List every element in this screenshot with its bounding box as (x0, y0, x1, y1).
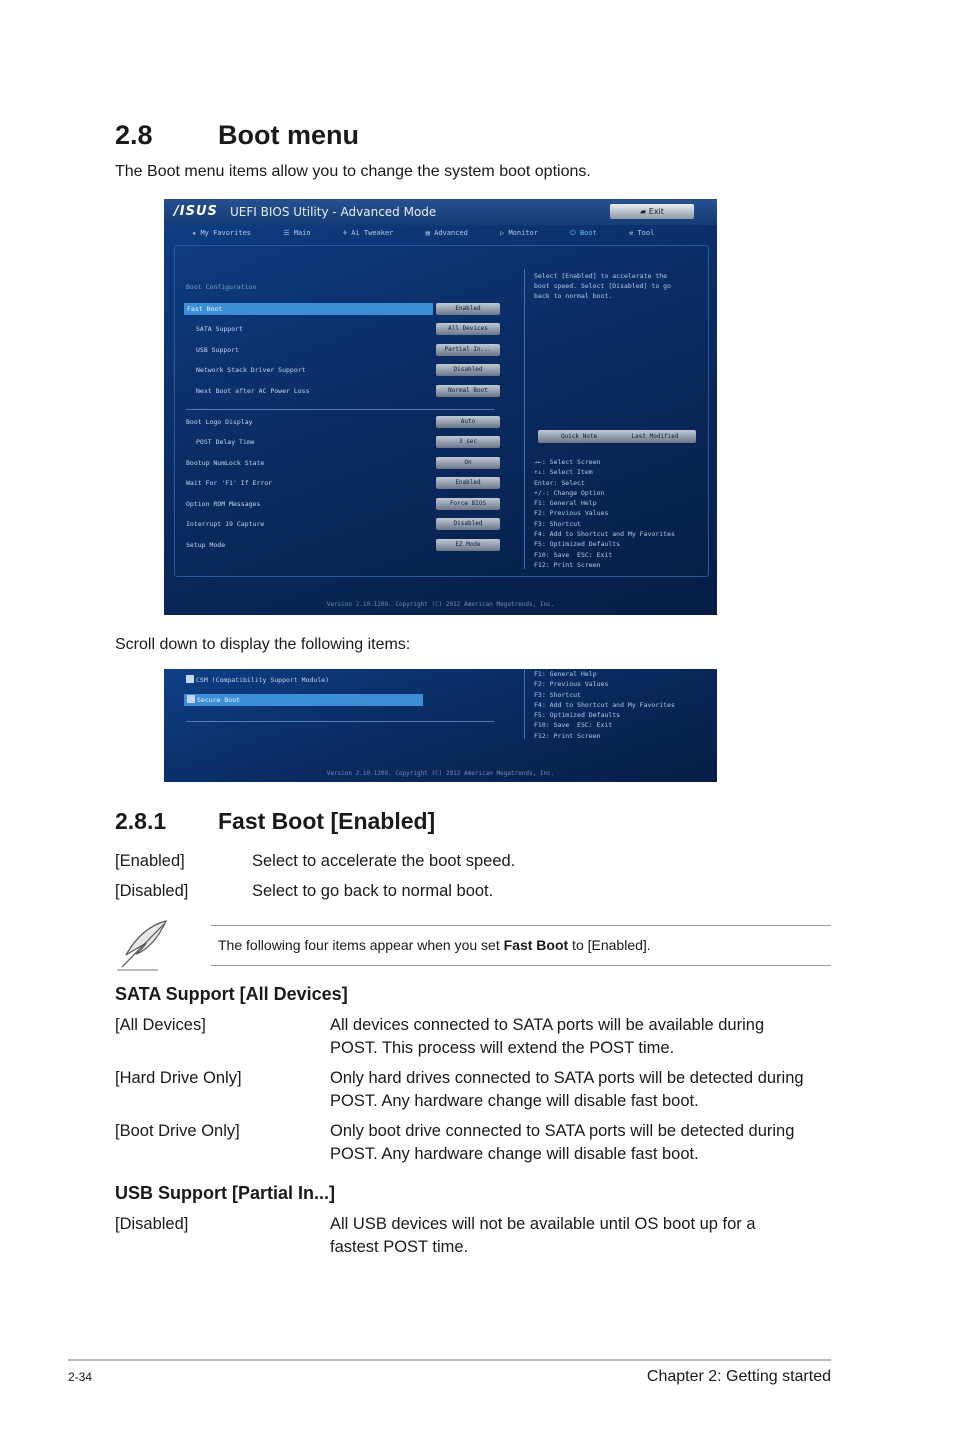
tab-boot[interactable]: ⏻ Boot (570, 229, 597, 237)
bios-item[interactable]: Wait For 'F1' If Error (186, 479, 273, 487)
bios-item[interactable]: POST Delay Time (196, 438, 255, 446)
option-desc (330, 1120, 794, 1166)
note-bottom-rule (211, 965, 831, 966)
bios-item[interactable]: USB Support (196, 346, 240, 354)
section-title: Boot menu (218, 120, 359, 150)
tab-advanced[interactable]: ▤ Advanced (425, 229, 468, 237)
option-key: [Disabled] (115, 882, 189, 900)
tab-tool[interactable]: ⚒ Tool (629, 229, 655, 237)
note-bold: Fast Boot (503, 937, 569, 953)
bios-item-value[interactable]: Enabled (436, 477, 500, 489)
option-desc: Select to accelerate the boot speed. (252, 852, 516, 870)
tab-label: My Favorites (200, 229, 252, 237)
asus-logo: /ISUS (174, 204, 218, 219)
bios-version-footer: Version 2.10.1208. Copyright (C) 2012 American Megatrends, Inc. (326, 770, 555, 777)
bios-separator (186, 409, 494, 410)
option-desc-line: All USB devices will not be available until OS boot up for a (330, 1215, 756, 1233)
feather-pen-icon (114, 917, 172, 973)
tab-label: Monitor (508, 229, 538, 237)
bios-item[interactable]: Bootup NumLock State (186, 459, 265, 467)
section-number: 2.8 (115, 120, 153, 150)
bios-key-legend: →←: Select Screen ↑↓: Select Item Enter: Select +/-: Change Option F1: General Help F2: Previous Values F3: Shortcut F4: Add to Shortcut and My Favorites F5: Optimized Defaults F10: Save ESC: Exit F12: Print Screen (534, 458, 675, 569)
option-desc-line: Only boot drive connected to SATA ports will be detected during (330, 1122, 795, 1140)
bios-item[interactable]: Option ROM Messages (186, 500, 261, 508)
bios-item-value[interactable]: On (436, 457, 500, 469)
bios-item-value[interactable]: Disabled (436, 518, 500, 530)
option-desc (330, 1213, 756, 1259)
option-desc-line: POST. Any hardware change will disable fast boot. (330, 1145, 699, 1163)
page-number: 2-34 (68, 1370, 93, 1384)
bios-version-footer: Version 2.10.1208. Copyright (C) 2012 American Megatrends, Inc. (326, 601, 555, 608)
note-top-rule (211, 925, 831, 926)
bios-titlebar (164, 199, 717, 225)
bios-item-value[interactable]: Partial In... (436, 344, 500, 356)
section-heading (115, 120, 359, 151)
bios-group-label: Boot Configuration (186, 283, 257, 291)
bios-app-title: UEFI BIOS Utility - Advanced Mode (230, 205, 437, 219)
bios-separator (186, 721, 494, 722)
bios-exit-label: Exit (648, 207, 664, 216)
tab-label: Main (293, 229, 311, 237)
usb-heading: USB Support [Partial In...] (115, 1183, 336, 1203)
submenu-icon (186, 675, 194, 683)
tab-my-favorites[interactable]: ★ My Favorites (192, 229, 252, 237)
section-intro: The Boot menu items allow you to change the system boot options. (115, 163, 591, 180)
subsection-number: 2.8.1 (115, 808, 167, 834)
sata-heading: SATA Support [All Devices] (115, 984, 348, 1004)
note-text-part: The following four items appear when you set (218, 937, 504, 953)
option-desc-line: Only hard drives connected to SATA ports will be detected during (330, 1069, 804, 1087)
tab-label: Boot (579, 229, 597, 237)
option-key: [Hard Drive Only] (115, 1069, 242, 1087)
bios-item-value[interactable]: EZ Mode (436, 539, 500, 551)
bios-screenshot-scrolled (164, 669, 717, 782)
bios-help-text: Select [Enabled] to accelerate the boot speed. Select [Disabled] to go back to normal boot. (534, 272, 671, 300)
footer-rule (68, 1359, 831, 1361)
option-desc (330, 1067, 804, 1113)
tab-label: Ai Tweaker (351, 229, 394, 237)
bios-item-csm[interactable] (186, 675, 329, 684)
bios-item[interactable]: Next Boot after AC Power Loss (196, 387, 310, 395)
tab-main[interactable]: ☰ Main (283, 229, 311, 237)
option-key: [All Devices] (115, 1016, 206, 1034)
option-desc (330, 1014, 764, 1060)
bios-screenshot-main (164, 199, 717, 615)
chapter-label: Chapter 2: Getting started (646, 1368, 831, 1385)
tab-label: Advanced (434, 229, 468, 237)
tab-label: Tool (637, 229, 655, 237)
bios-item-secure-boot[interactable] (184, 694, 423, 706)
option-desc-line: POST. Any hardware change will disable fast boot. (330, 1092, 699, 1110)
bios-item-value[interactable]: Force BIOS (436, 498, 500, 510)
quick-note-button[interactable]: Quick Note (538, 430, 620, 443)
option-desc: Select to go back to normal boot. (252, 882, 494, 900)
note-text (218, 937, 651, 953)
tab-monitor[interactable]: ▷ Monitor (500, 229, 538, 237)
option-key: [Disabled] (115, 1215, 189, 1233)
bios-item-label: CSM (Compatibility Support Module) (196, 676, 330, 684)
bios-exit-button[interactable] (610, 204, 694, 219)
bios-item[interactable]: Setup Mode (186, 541, 226, 549)
bios-item[interactable]: SATA Support (196, 325, 243, 333)
option-key: [Boot Drive Only] (115, 1122, 240, 1140)
bios-divider (524, 669, 525, 739)
bios-item-value[interactable]: 3 sec (436, 436, 500, 448)
option-desc-line: All devices connected to SATA ports will be available during (330, 1016, 765, 1034)
bios-tabs (192, 229, 682, 238)
bios-item[interactable]: Interrupt 19 Capture (186, 520, 265, 528)
submenu-icon (187, 695, 195, 703)
last-modified-button[interactable]: Last Modified (614, 430, 696, 443)
option-desc-line: POST. This process will extend the POST time. (330, 1039, 675, 1057)
bios-item[interactable]: Fast Boot (184, 303, 433, 315)
bios-item-value[interactable]: Disabled (436, 364, 500, 376)
subsection-title: Fast Boot [Enabled] (218, 808, 436, 834)
note-text-part: to [Enabled]. (568, 937, 651, 953)
bios-item-label: Secure Boot (197, 696, 241, 704)
bios-key-legend: F1: General Help F2: Previous Values F3: Shortcut F4: Add to Shortcut and My Favorites F5: Optimized Defaults F10: Save ESC: Exit F12: Print Screen (534, 670, 675, 740)
bios-divider (524, 269, 525, 569)
exit-icon: ▰ (640, 207, 649, 216)
bios-item-value[interactable]: Normal Boot (436, 385, 500, 397)
scroll-instruction: Scroll down to display the following items: (115, 636, 411, 653)
tab-ai-tweaker[interactable]: ⚘ Ai Tweaker (342, 229, 394, 237)
bios-item[interactable]: Boot Logo Display (186, 418, 253, 426)
subsection-heading (115, 808, 435, 835)
bios-item-value[interactable]: Enabled (436, 303, 500, 315)
bios-item[interactable]: Network Stack Driver Support (196, 366, 306, 374)
option-key: [Enabled] (115, 852, 185, 870)
option-desc-line: fastest POST time. (330, 1238, 469, 1256)
bios-item-value[interactable]: All Devices (436, 323, 500, 335)
bios-item-value[interactable]: Auto (436, 416, 500, 428)
